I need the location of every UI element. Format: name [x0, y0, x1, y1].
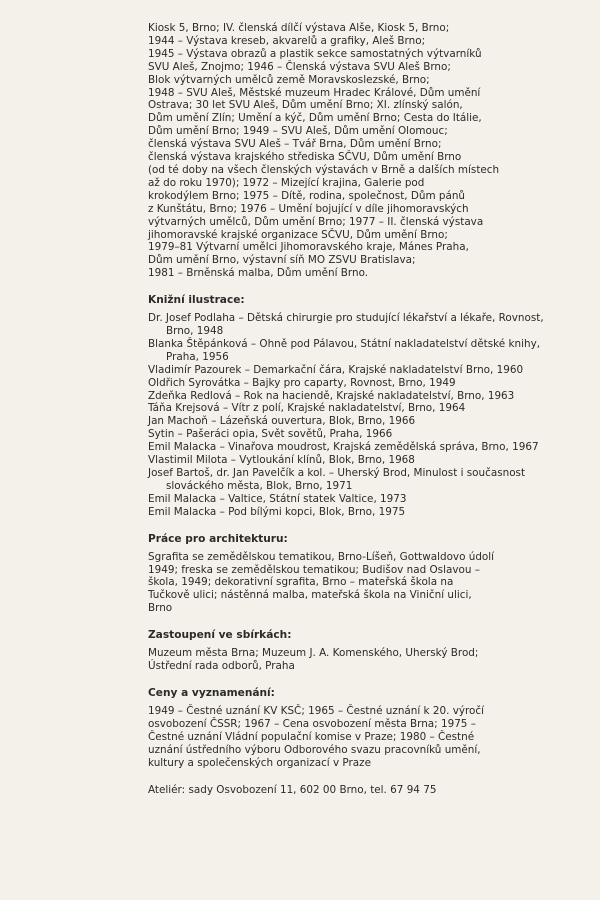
- atelier-address: Ateliér: sady Osvobození 11, 602 00 Brno, tel. 67 94 75: [148, 783, 437, 796]
- text-line: 1981 – Brněnská malba, Dům umění Brno.: [148, 267, 369, 280]
- text-line: uznání ústředního výboru Odborového svazu pracovníků umění,: [148, 743, 481, 756]
- book-illustrations-heading: Knižní ilustrace:: [148, 294, 245, 307]
- text-line: Dům umění Brno; 1949 – SVU Aleš, Dům umění Olomouc;: [148, 125, 448, 138]
- list-item: Dr. Josef Podlaha – Dětská chirurgie pro studující lékařství a lékaře, Rovnost, Brno, 1948: [148, 312, 544, 338]
- list-item: Emil Malacka – Pod bílými kopci, Blok, Brno, 1975: [148, 505, 406, 518]
- text-line: Tučkově ulici; nástěnná malba, mateřská škola na Viniční ulici,: [148, 589, 472, 602]
- list-item: Vladimír Pazourek – Demarkační čára, Krajské nakladatelství Brno, 1960: [148, 363, 524, 376]
- list-item: Emil Malacka – Vinařova moudrost, Krajská zemědělská správa, Brno, 1967: [148, 441, 539, 454]
- text-line: jihomoravské krajské organizace SČVU, Dům umění Brno;: [148, 228, 448, 241]
- text-line: 1949 – Čestné uznání KV KSČ; 1965 – Čestné uznání k 20. výročí: [148, 704, 484, 717]
- text-line: Blok výtvarných umělců země Moravskoslezské, Brno;: [148, 73, 430, 86]
- text-line: krokodýlem Brno; 1975 – Dítě, rodina, společnost, Dům pánů: [148, 189, 466, 202]
- text-line: 1949; freska se zemědělskou tematikou; Budišov nad Oslavou –: [148, 563, 480, 576]
- text-line: 1944 – Výstava kreseb, akvarelů a grafiky, Aleš Brno;: [148, 34, 426, 47]
- text-line: osvobození ČSSR; 1967 – Cena osvobození města Brna; 1975 –: [148, 717, 476, 730]
- text-line: 1979–81 Výtvarní umělci Jihomoravského kraje, Mánes Praha,: [148, 241, 469, 254]
- list-item: Emil Malacka – Valtice, Státní statek Valtice, 1973: [148, 492, 407, 505]
- list-item: Sytin – Pašeráci opia, Svět sovětů, Praha, 1966: [148, 428, 393, 441]
- text-line: Dům umění Brno, výstavní síň MO ZSVU Bratislava;: [148, 254, 416, 267]
- collections-text: [148, 647, 564, 673]
- list-item: Táňa Krejsová – Vítr z polí, Krajské nakladatelství, Brno, 1964: [148, 402, 466, 415]
- text-line: Čestné uznání Vládní populační komise v Praze; 1980 – Čestné: [148, 730, 475, 743]
- text-line: (od té doby na všech členských výstavách v Brně a dalších místech: [148, 163, 500, 176]
- architecture-text: [148, 551, 564, 616]
- text-line: kultury a společenských organizací v Praze: [148, 756, 371, 769]
- list-item: Zdeňka Redlová – Rok na haciendě, Krajské nakladatelství, Brno, 1963: [148, 389, 515, 402]
- exhibitions-text: [148, 22, 564, 280]
- text-line: z Kunštátu, Brno; 1976 – Umění bojující v díle jihomoravských: [148, 202, 469, 215]
- list-item: Oldřich Syrovátka – Bajky pro caparty, Rovnost, Brno, 1949: [148, 376, 456, 389]
- awards-heading: Ceny a vyznamenání:: [148, 686, 275, 699]
- architecture-heading: Práce pro architekturu:: [148, 532, 288, 545]
- list-item: Vlastimil Milota – Vytloukání klínů, Blok, Brno, 1968: [148, 454, 415, 467]
- list-item: Josef Bartoš, dr. Jan Pavelčík a kol. – Uherský Brod, Minulost i současnost slováckého města, Blok, Brno, 1971: [148, 467, 526, 492]
- book-illustrations-list: [148, 312, 564, 519]
- awards-text: [148, 705, 564, 770]
- text-line: 1945 – Výstava obrazů a plastik sekce samostatných výtvarníků: [148, 47, 482, 60]
- text-line: výtvarných umělců, Dům umění Brno; 1977 – II. členská výstava: [148, 215, 484, 228]
- text-line: Muzeum města Brna; Muzeum J. A. Komenského, Uherský Brod;: [148, 647, 479, 660]
- text-line: Dům umění Zlín; Umění a kýč, Dům umění Brno; Cesta do Itálie,: [148, 112, 482, 125]
- text-line: Ústřední rada odborů, Praha: [148, 660, 295, 673]
- text-line: SVU Aleš, Znojmo; 1946 – Členská výstava SVU Aleš Brno;: [148, 60, 451, 73]
- collections-heading: Zastoupení ve sbírkách:: [148, 629, 292, 642]
- text-line: Brno: [148, 602, 173, 615]
- text-line: škola, 1949; dekorativní sgrafita, Brno – mateřská škola na: [148, 576, 454, 589]
- list-item: Blanka Štěpánková – Ohně pod Pálavou, Státní nakladatelství dětské knihy, Praha, 1956: [148, 337, 541, 363]
- text-line: 1948 – SVU Aleš, Městské muzeum Hradec Králové, Dům umění: [148, 86, 481, 99]
- text-line: Ostrava; 30 let SVU Aleš, Dům umění Brno; XI. zlínský salón,: [148, 99, 463, 112]
- text-line: členská výstava krajského střediska SČVU, Dům umění Brno: [148, 151, 462, 164]
- list-item: Jan Machoň – Lázeňská ouvertura, Blok, Brno, 1966: [148, 415, 416, 428]
- text-line: až do roku 1970); 1972 – Mizející krajina, Galerie pod: [148, 176, 425, 189]
- text-line: Kiosk 5, Brno; IV. členská dílčí výstava Alše, Kiosk 5, Brno;: [148, 22, 450, 34]
- text-line: členská výstava SVU Aleš – Tvář Brna, Dům umění Brno;: [148, 138, 442, 151]
- text-line: Sgrafita se zemědělskou tematikou, Brno-Líšeň, Gottwaldovo údolí: [148, 550, 495, 563]
